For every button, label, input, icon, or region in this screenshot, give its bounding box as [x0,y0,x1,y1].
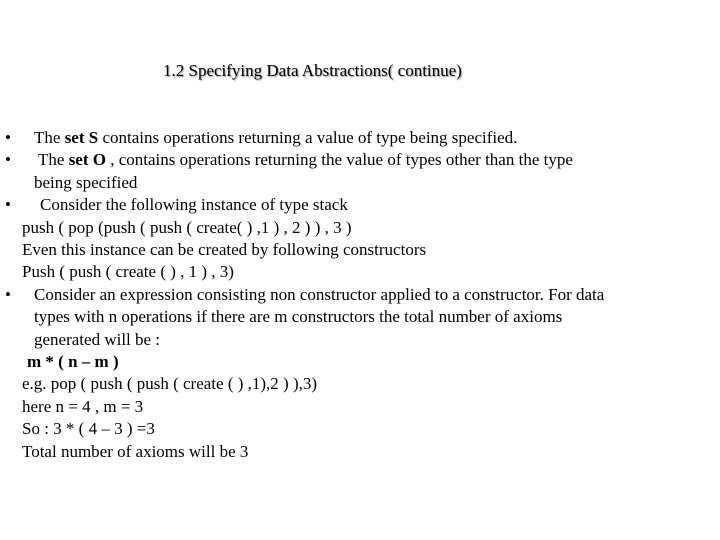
example-line: So : 3 * ( 4 – 3 ) =3 [22,419,155,439]
bullet-text-bold: set S [64,128,99,147]
bullet-marker: • [5,284,11,304]
bullet-item-set-o [0,149,720,171]
formula-line [0,351,720,373]
slide-content [0,127,720,463]
bullet-item-instance [0,194,720,216]
example-line: e.g. pop ( push ( push ( create ( ) ,1),2 ) ),3) [22,374,318,394]
bullet-text-pre: The [38,150,69,170]
code-line: push ( pop (push ( push ( create( ) ,1 ) , 2 ) ) , 3 ) [22,217,352,237]
bullet-text-pre: The [34,128,65,147]
bullet-marker: • [5,150,11,170]
code-line: Push ( push ( create ( ) , 1 ) , 3) [22,262,234,282]
bullet-continuation: being specified [34,172,138,192]
slide-title: 1.2 Specifying Data Abstractions( continue) [163,61,462,80]
formula-text: m * ( n – m ) [27,352,119,372]
example-line: here n = 4 , m = 3 [22,396,144,416]
bullet-continuation: generated will be : [34,329,161,349]
bullet-text: Consider the following instance of type stack [40,195,348,215]
bullet-marker: • [5,128,11,147]
bullet-text-post: , contains operations returning the value of types other than the type [105,150,573,170]
conclusion-line: Total number of axioms will be 3 [22,441,249,461]
bullet-text: Consider an expression consisting non constructor applied to a constructor. For data [34,284,605,304]
bullet-marker: • [5,195,11,215]
bullet-item-set-s [0,127,720,149]
bullet-text-post: contains operations returning a value of type being specified. [98,128,518,147]
bullet-item-expression [0,284,720,306]
bullet-continuation: types with n operations if there are m constructors the total number of axioms [34,307,563,327]
bullet-text-bold: set O [68,150,106,170]
text-line: Even this instance can be created by following constructors [22,240,427,260]
